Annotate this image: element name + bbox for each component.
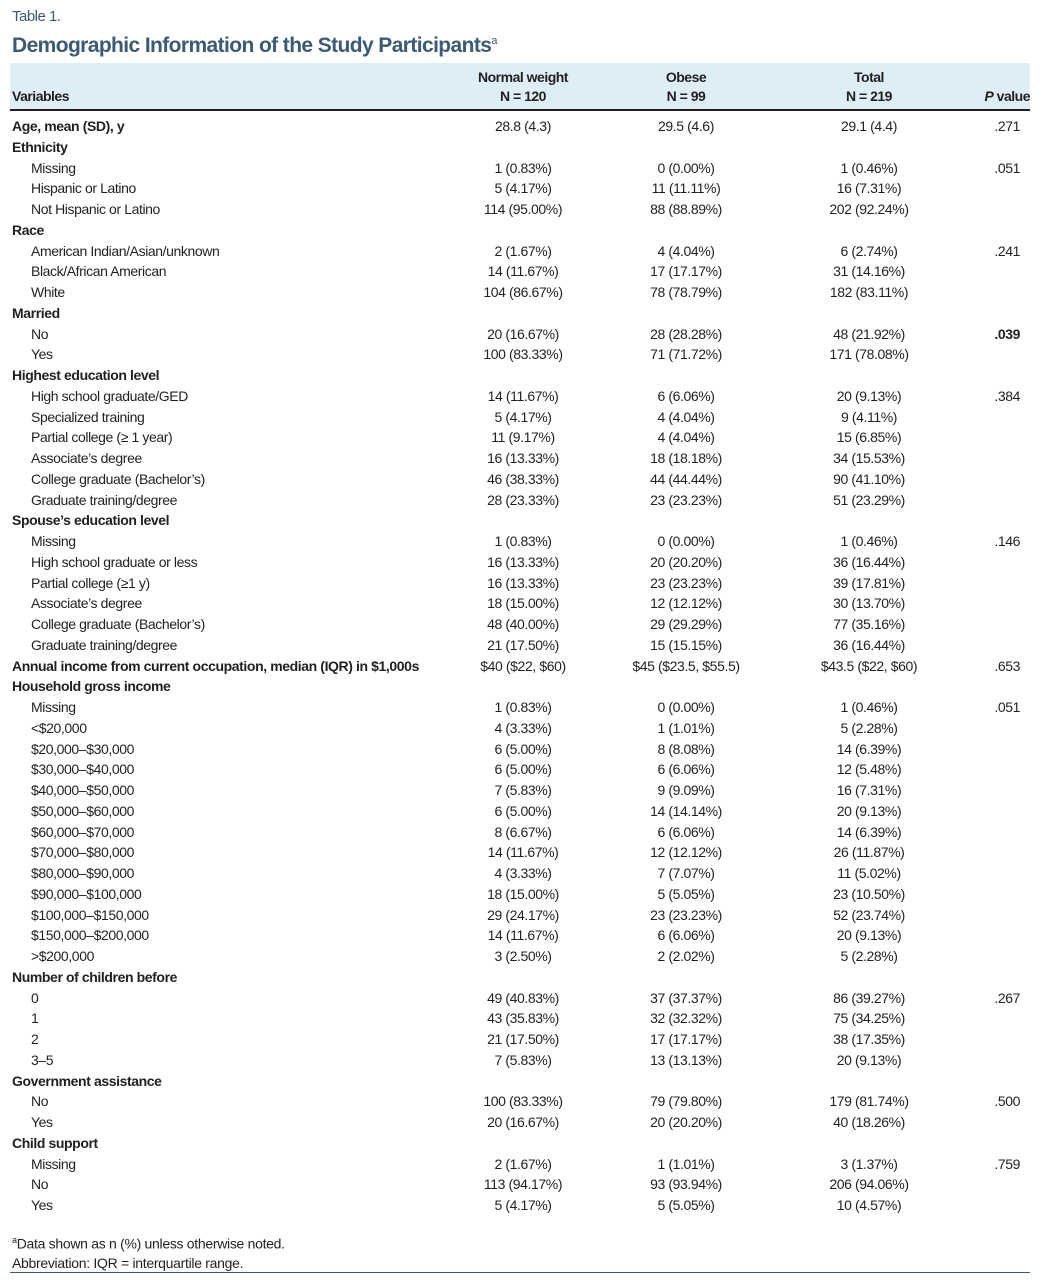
footnote-a [12,1231,285,1254]
table-row [10,906,1030,927]
cell-total: 30 (13.70%) [833,595,905,612]
cell-total: 202 (92.24%) [829,201,909,217]
cell-normal-weight: $40 ($22, $60) [480,657,566,674]
cell-normal-weight: 2 (1.67%) [494,242,552,259]
table-row [10,1155,1030,1176]
cell-total: 5 (2.28%) [840,948,898,964]
row-label: Black/African American [31,263,167,280]
cell-obese: 14 (14.14%) [650,802,722,819]
row-label: Yes [31,1197,53,1213]
cell-normal-weight: 14 (11.67%) [487,387,559,404]
row-label: Associate’s degree [31,450,142,466]
table-row [10,532,1030,553]
cell-total: 75 (34.25%) [833,1010,905,1027]
cell-obese: 2 (2.02%) [657,948,715,964]
cell-obese: 44 (44.44%) [650,470,722,487]
table-row [10,408,1030,429]
row-label: Partial college (≥1 y) [31,574,150,591]
table-row [10,843,1030,864]
cell-obese: 93 (93.94%) [650,1176,722,1193]
row-label: Missing [31,533,76,549]
header-obese-n: N = 99 [666,88,706,104]
cell-normal-weight: 20 (16.67%) [487,1114,559,1130]
table-section-row [10,511,1030,532]
cell-normal-weight: 6 (5.00%) [494,740,552,757]
cell-normal-weight: 100 (83.33%) [483,1093,563,1110]
row-label: $90,000–$100,000 [31,885,142,902]
cell-obese: 6 (6.06%) [657,823,715,840]
row-label: 0 [31,989,39,1006]
cell-p-value: .267 [994,989,1020,1006]
table-row [10,1196,1030,1217]
cell-normal-weight: 16 (13.33%) [487,450,559,466]
cell-total: 52 (23.74%) [833,906,905,923]
cell-total: 20 (9.13%) [836,387,902,404]
cell-obese: $45 ($23.5, $55.5) [632,657,740,674]
cell-normal-weight: 11 (9.17%) [491,429,555,446]
cell-obese: 23 (23.23%) [650,491,722,508]
table-row [10,179,1030,200]
row-label: $60,000–$70,000 [31,823,134,840]
cell-normal-weight: 6 (5.00%) [494,761,552,778]
header-p-italic: P [984,88,994,104]
table-row [10,947,1030,968]
table-header [10,63,1030,111]
row-label: $70,000–$80,000 [31,844,134,861]
cell-total: 1 (0.46%) [840,699,898,715]
header-p-value [970,87,1030,106]
row-label: Associate’s degree [31,595,142,612]
cell-obese: 13 (13.13%) [650,1051,722,1068]
cell-total: 31 (14.16%) [833,263,905,280]
cell-normal-weight: 49 (40.83%) [487,989,559,1006]
row-label: Number of children before [12,968,178,985]
row-label: $30,000–$40,000 [31,761,134,778]
cell-p-value: .384 [994,387,1020,404]
row-label: Graduate training/degree [31,491,178,508]
cell-total: 10 (4.57%) [836,1197,902,1213]
row-label: Specialized training [31,408,145,425]
table-section-row [10,968,1030,989]
row-label: Highest education level [12,367,160,383]
cell-total: 77 (35.16%) [833,616,905,632]
row-label: High school graduate or less [31,553,198,570]
row-label: Missing [31,159,76,176]
table-row [10,1092,1030,1113]
row-label: $80,000–$90,000 [31,865,134,881]
row-label: Yes [31,346,53,363]
cell-obese: 29.5 (4.6) [658,118,714,134]
cell-total: 14 (6.39%) [836,823,902,840]
table-row [10,740,1030,761]
row-label: Hispanic or Latino [31,180,136,197]
table-row [10,698,1030,719]
cell-obese: 79 (79.80%) [650,1093,722,1110]
header-total-label: Total [854,69,884,85]
table-row [10,1051,1030,1072]
cell-total: 51 (23.29%) [833,491,905,508]
cell-normal-weight: 5 (4.17%) [494,408,552,425]
table-section-row [10,1072,1030,1093]
cell-obese: 37 (37.37%) [650,989,722,1006]
cell-total: 11 (5.02%) [837,865,901,881]
row-label: College graduate (Bachelor’s) [31,470,205,487]
row-label: American Indian/Asian/unknown [31,242,220,259]
cell-total: 182 (83.11%) [829,284,909,300]
table-row [10,470,1030,491]
footnote-text: Data shown as n (%) unless otherwise noted. [16,1235,285,1252]
cell-normal-weight: 20 (16.67%) [487,325,559,342]
row-label: Spouse’s education level [12,512,170,529]
row-label: Yes [31,1114,53,1130]
table-row [10,325,1030,346]
header-total-n: N = 219 [846,88,892,104]
row-label: Married [12,304,60,321]
row-label: $150,000–$200,000 [31,927,149,944]
cell-total: 15 (6.85%) [836,429,902,446]
table-row [10,1113,1030,1134]
cell-normal-weight: 14 (11.67%) [487,927,559,944]
cell-obese: 20 (20.20%) [650,1114,722,1130]
cell-total: 5 (2.28%) [840,719,898,736]
cell-normal-weight: 28.8 (4.3) [495,118,551,134]
cell-obese: 17 (17.17%) [650,263,722,280]
cell-total: 38 (17.35%) [833,1031,905,1047]
cell-normal-weight: 8 (6.67%) [494,823,552,840]
cell-obese: 5 (5.05%) [657,885,715,902]
table-row [10,989,1030,1010]
cell-obese: 1 (1.01%) [657,719,715,736]
cell-normal-weight: 104 (86.67%) [483,284,563,300]
cell-normal-weight: 29 (24.17%) [487,906,559,923]
cell-total: 12 (5.48%) [836,761,902,778]
cell-total: 36 (16.44%) [833,636,905,653]
table-row [10,159,1030,180]
cell-obese: 11 (11.11%) [651,180,721,197]
table-section-row [10,677,1030,698]
table-row [10,200,1030,221]
table-row [10,574,1030,595]
cell-normal-weight: 7 (5.83%) [494,1051,552,1068]
table-section-row [10,138,1030,159]
cell-obese: 4 (4.04%) [657,242,715,259]
cell-obese: 32 (32.32%) [650,1010,722,1027]
cell-normal-weight: 18 (15.00%) [487,595,559,612]
row-label: Graduate training/degree [31,636,178,653]
cell-obese: 12 (12.12%) [650,844,722,861]
row-label: College graduate (Bachelor’s) [31,616,205,632]
cell-total: 34 (15.53%) [833,450,905,466]
cell-total: 9 (4.11%) [840,408,898,425]
cell-normal-weight: 21 (17.50%) [487,636,559,653]
cell-total: 29.1 (4.4) [841,118,897,134]
row-label: 2 [31,1031,39,1047]
cell-normal-weight: 3 (2.50%) [494,948,552,964]
title-text: Demographic Information of the Study Participants [12,34,492,57]
cell-total: 14 (6.39%) [836,740,902,757]
cell-normal-weight: 14 (11.67%) [487,844,559,861]
header-obese [596,68,776,106]
cell-p-value: .146 [994,533,1020,549]
cell-normal-weight: 4 (3.33%) [494,719,552,736]
cell-normal-weight: 1 (0.83%) [494,533,552,549]
cell-obese: 28 (28.28%) [650,325,722,342]
table-section-row [10,304,1030,325]
row-label: Race [12,221,44,238]
row-label: Child support [12,1134,98,1151]
row-label: 1 [31,1010,39,1027]
table-bottom-rule [10,1272,1030,1273]
cell-normal-weight: 7 (5.83%) [494,782,552,798]
row-label: No [31,1176,49,1193]
cell-obese: 18 (18.18%) [650,450,722,466]
table-row [10,242,1030,263]
row-label: Partial college (≥ 1 year) [31,429,173,446]
cell-p-value: .759 [994,1155,1020,1172]
table-row [10,594,1030,615]
row-label: Annual income from current occupation, median (IQR) in $1,000s [12,657,419,674]
cell-obese: 0 (0.00%) [657,533,715,549]
cell-normal-weight: 1 (0.83%) [494,699,552,715]
cell-total: 36 (16.44%) [833,553,905,570]
table-row [10,553,1030,574]
cell-obese: 9 (9.09%) [657,782,715,798]
cell-total: 39 (17.81%) [833,574,905,591]
row-label: <$20,000 [31,719,87,736]
cell-obese: 23 (23.23%) [650,574,722,591]
row-label: No [31,325,49,342]
cell-total: 1 (0.46%) [840,159,898,176]
cell-total: 179 (81.74%) [829,1093,909,1110]
table-title [12,34,497,58]
cell-normal-weight: 46 (38.33%) [487,470,559,487]
row-label: $50,000–$60,000 [31,802,134,819]
cell-normal-weight: 16 (13.33%) [487,574,559,591]
cell-total: 90 (41.10%) [833,470,905,487]
cell-obese: 17 (17.17%) [650,1031,722,1047]
header-p-rest: value [993,88,1030,104]
table-row [10,449,1030,470]
footnote-marker: a [12,1235,17,1245]
table-row [10,1175,1030,1196]
cell-obese: 12 (12.12%) [650,595,722,612]
row-label: Missing [31,1155,76,1172]
cell-obese: 71 (71.72%) [650,346,722,363]
table-section-row [10,657,1030,678]
cell-p-value: .051 [994,699,1020,715]
table-row [10,885,1030,906]
cell-normal-weight: 5 (4.17%) [494,1197,552,1213]
table-row [10,823,1030,844]
row-label: $40,000–$50,000 [31,782,134,798]
header-total [779,68,959,106]
table-row [10,387,1030,408]
table-section-row [10,221,1030,242]
cell-obese: 8 (8.08%) [657,740,715,757]
cell-total: 20 (9.13%) [836,927,902,944]
cell-obese: 0 (0.00%) [657,699,715,715]
cell-normal-weight: 6 (5.00%) [494,802,552,819]
cell-normal-weight: 28 (23.33%) [487,491,559,508]
row-label: $20,000–$30,000 [31,740,134,757]
row-label: >$200,000 [31,948,94,964]
cell-obese: 0 (0.00%) [657,159,715,176]
table-row [10,491,1030,512]
cell-obese: 5 (5.05%) [657,1197,715,1213]
cell-normal-weight: 5 (4.17%) [494,180,552,197]
row-label: White [31,284,65,300]
table-row [10,926,1030,947]
cell-normal-weight: 2 (1.67%) [494,1155,552,1172]
cell-total: 86 (39.27%) [833,989,905,1006]
cell-obese: 78 (78.79%) [650,284,722,300]
cell-total: 20 (9.13%) [836,802,902,819]
row-label: Government assistance [12,1072,162,1089]
row-label: 3–5 [31,1051,54,1068]
row-label: Ethnicity [12,138,68,155]
table-row [10,615,1030,636]
table-footnotes [12,1231,285,1273]
table-row [10,719,1030,740]
cell-total: 16 (7.31%) [836,782,902,798]
cell-normal-weight: 114 (95.00%) [483,201,563,217]
cell-total: 48 (21.92%) [833,325,905,342]
title-footnote-marker: a [491,35,497,47]
cell-obese: 4 (4.04%) [657,429,715,446]
table-row [10,1030,1030,1051]
cell-obese: 20 (20.20%) [650,553,722,570]
cell-normal-weight: 1 (0.83%) [494,159,552,176]
cell-normal-weight: 48 (40.00%) [487,616,559,632]
cell-p-value: .241 [994,242,1020,259]
cell-total: 1 (0.46%) [840,533,898,549]
cell-normal-weight: 21 (17.50%) [487,1031,559,1047]
cell-p-value: .039 [994,325,1020,342]
header-normal-weight-label: Normal weight [478,69,568,85]
row-label: Missing [31,699,76,715]
table-number: Table 1. [12,8,61,25]
cell-obese: 6 (6.06%) [657,761,715,778]
cell-normal-weight: 100 (83.33%) [483,346,563,363]
header-variables: Variables [12,88,69,104]
row-label: Not Hispanic or Latino [31,201,160,217]
table-section-row [10,117,1030,138]
cell-obese: 15 (15.15%) [650,636,722,653]
row-label: $100,000–$150,000 [31,906,149,923]
table-row [10,781,1030,802]
table-section-row [10,366,1030,387]
header-obese-label: Obese [665,69,707,85]
cell-total: 16 (7.31%) [836,180,902,197]
cell-total: 3 (1.37%) [840,1155,898,1172]
cell-obese: 6 (6.06%) [657,387,715,404]
table-row [10,345,1030,366]
row-label: Household gross income [12,678,171,695]
cell-total: 20 (9.13%) [836,1051,902,1068]
table-row [10,636,1030,657]
cell-normal-weight: 43 (35.83%) [487,1010,559,1027]
cell-total: 206 (94.06%) [829,1176,909,1193]
row-label: Age, mean (SD), y [12,118,125,134]
cell-normal-weight: 4 (3.33%) [494,865,552,881]
cell-obese: 23 (23.23%) [650,906,722,923]
table-row [10,283,1030,304]
cell-total: 40 (18.26%) [833,1114,905,1130]
table-row [10,428,1030,449]
cell-obese: 6 (6.06%) [657,927,715,944]
table-body [10,117,1030,1217]
table-row [10,760,1030,781]
cell-total: $43.5 ($22, $60) [820,657,918,674]
cell-total: 6 (2.74%) [840,242,898,259]
table-row [10,802,1030,823]
abbreviation-note: Abbreviation: IQR = interquartile range. [12,1254,244,1271]
cell-obese: 4 (4.04%) [657,408,715,425]
cell-p-value: .500 [994,1093,1020,1110]
cell-total: 26 (11.87%) [833,844,905,861]
cell-normal-weight: 18 (15.00%) [487,885,559,902]
cell-normal-weight: 16 (13.33%) [487,553,559,570]
cell-total: 171 (78.08%) [829,346,909,363]
table-row [10,864,1030,885]
table-row [10,262,1030,283]
cell-p-value: .271 [994,118,1020,134]
cell-normal-weight: 14 (11.67%) [487,263,559,280]
cell-normal-weight: 113 (94.17%) [483,1176,563,1193]
row-label: High school graduate/GED [31,387,188,404]
header-normal-weight-n: N = 120 [500,88,546,104]
table-row [10,1009,1030,1030]
cell-obese: 29 (29.29%) [650,616,722,632]
cell-p-value: .051 [994,159,1020,176]
cell-total: 23 (10.50%) [833,885,905,902]
table-section-row [10,1134,1030,1155]
cell-obese: 7 (7.07%) [657,865,715,881]
cell-p-value: .653 [994,657,1020,674]
cell-obese: 1 (1.01%) [657,1155,715,1172]
header-normal-weight [433,68,613,106]
cell-obese: 88 (88.89%) [650,201,722,217]
row-label: No [31,1093,49,1110]
